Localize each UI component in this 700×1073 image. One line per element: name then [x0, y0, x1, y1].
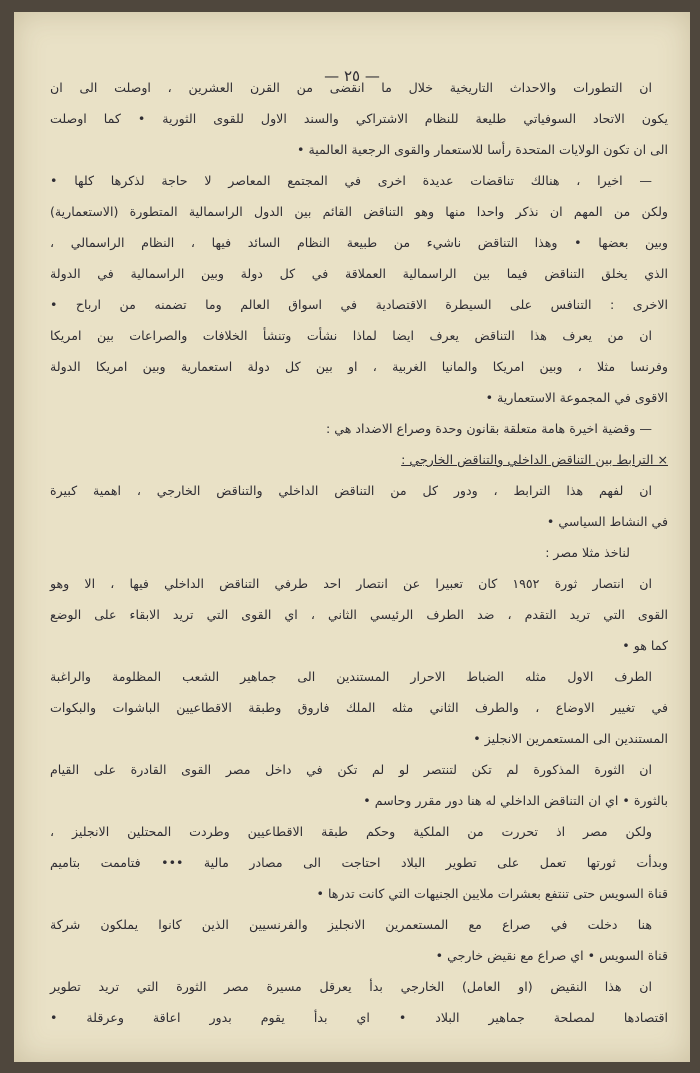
text-line: بالثورة • اي ان التناقض الداخلي له هنا دور مقرر وحاسم •	[363, 793, 668, 808]
text-line: ان انتصار ثورة ١٩٥٢ كان تعبيرا عن انتصار احد طرفي التناقض الداخلي فيها ، الا وهو	[50, 576, 652, 591]
text-line: ان الثورة المذكورة لم تكن لتنتصر لو لم تكن في داخل مصر القوى القادرة على القيام	[50, 762, 652, 777]
text-line: — اخيرا ، هنالك تناقضات عديدة اخرى في المجتمع المعاصر لا حاجة لذكرها كلها •	[50, 173, 652, 188]
text-line: لناخذ مثلا مصر :	[545, 545, 630, 560]
text-line: الذي يخلق التناقض فيما بين الراسمالية العملاقة في كل دولة وبين الراسمالية في الدولة	[50, 266, 668, 281]
text-line: القوى التي تريد التقدم ، ضد الطرف الرئيسي الثاني ، اي القوى التي تريد الابقاء على الوضع	[50, 607, 668, 622]
text-line: وفرنسا مثلا ، وبين امريكا والمانيا الغربية ، او بين كل دولة استعمارية وبين امريكا الدولة	[50, 359, 668, 374]
page-number: — ٢٥ —	[324, 67, 380, 85]
text-line: المستندين الى المستعمرين الانجليز •	[473, 731, 668, 746]
text-line: ان لفهم هذا الترابط ، ودور كل من التناقض الداخلي والتناقض الخارجي ، اهمية كبيرة	[50, 483, 652, 498]
text-line: الى ان تكون الولايات المتحدة رأسا للاستعمار والقوى الرجعية العالمية •	[297, 142, 668, 157]
text-line: ولكن من المهم ان نذكر واحدا منها وهو التناقض القائم بين الدول الراسمالية المتطورة (الاستعمارية)	[50, 204, 668, 219]
text-line: هنا دخلت في صراع مع المستعمرين الانجليز والفرنسيين الذين كانوا يملكون شركة	[50, 917, 652, 932]
text-line: الاقوى في المجموعة الاستعمارية •	[485, 390, 668, 405]
text-line: وبين بعضها • وهذا التناقض ناشيء من طبيعة النظام السائد فيها ، النظام الراسمالي ،	[50, 235, 668, 250]
text-line: — وقضية اخيرة هامة متعلقة بقانون وحدة وصراع الاضداد هي :	[326, 421, 652, 436]
text-line: ان التطورات والاحداث التاريخية خلال ما انقضى من القرن العشرين ، اوصلت الى ان	[50, 80, 652, 95]
text-line: قناة السويس • اي صراع مع نقيض خارجي •	[435, 948, 668, 963]
text-line: في النشاط السياسي •	[546, 514, 668, 529]
text-line: في تغيير الاوضاع ، والطرف الثاني مثله الملك فاروق وطبقة الاقطاعيين الباشوات والبكوات	[50, 700, 668, 715]
section-heading: × الترابط بين التناقض الداخلي والتناقض الخارجي :	[401, 452, 668, 467]
text-line: يكون الاتحاد السوفياتي طليعة للنظام الاشتراكي والسند الاول للقوى الثورية • كما اوصلت	[50, 111, 668, 126]
text-line: الطرف الاول مثله الضباط الاحرار المستندين الى جماهير الشعب المظلومة والراغبة	[50, 669, 652, 684]
document-page	[14, 12, 690, 1062]
text-line: قناة السويس حتى تنتفع بعشرات ملايين الجنيهات التي كانت تدرها •	[316, 886, 668, 901]
text-line: وبدأت ثورتها تعمل على تطوير البلاد احتاجت الى مصادر مالية ••• فتاممت بتاميم	[50, 855, 668, 870]
text-line: كما هو •	[622, 638, 668, 653]
text-line: الاخرى : التنافس على السيطرة الاقتصادية في اسواق العالم وما تضمنه من ارباح •	[50, 297, 668, 312]
text-line: ان من يعرف هذا التناقض يعرف ايضا لماذا نشأت وتنشأ الخلافات والصراعات بين امريكا	[50, 328, 652, 343]
text-line: ولكن مصر اذ تحررت من الملكية وحكم طبقة الاقطاعيين وطردت المحتلين الانجليز ،	[50, 824, 652, 839]
text-line: اقتصادها لمصلحة جماهير البلاد • اي بدأ يقوم بدور اعاقة وعرقلة •	[50, 1010, 668, 1025]
text-line: ان هذا النقيض (او العامل) الخارجي بدأ يعرقل مسيرة مصر الثورة التي تريد تطوير	[50, 979, 652, 994]
